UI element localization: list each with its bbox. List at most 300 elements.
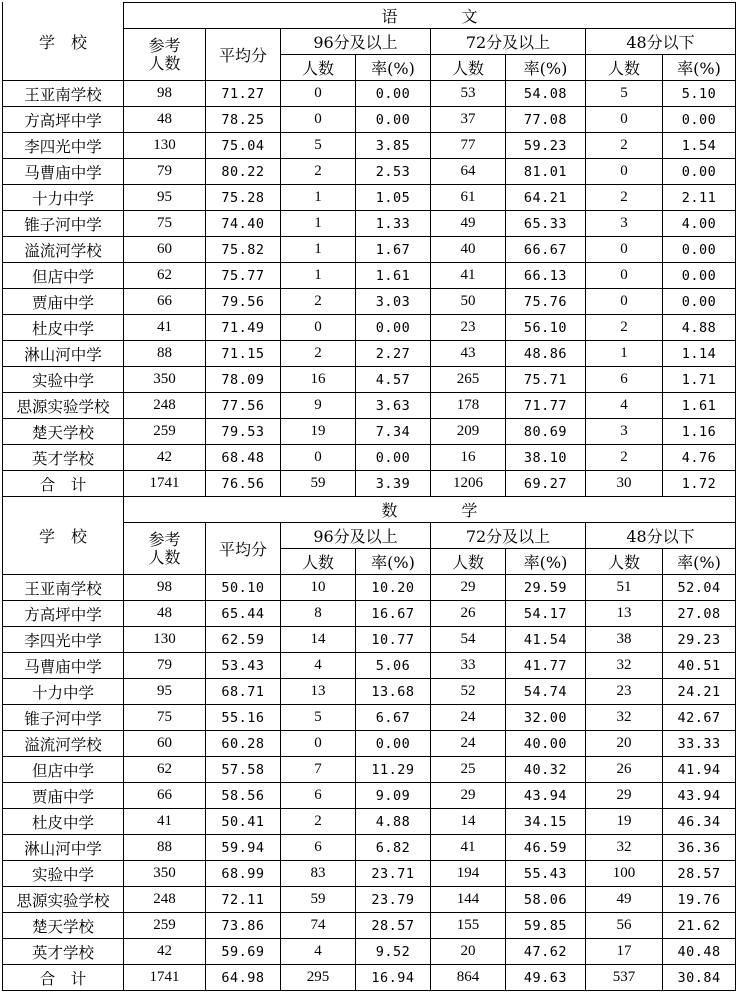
cell-r48: 2.11: [663, 185, 736, 211]
cell-r96: 23.79: [356, 887, 431, 913]
cell-r72: 34.15: [506, 809, 586, 835]
cell-c48: 100: [586, 861, 663, 887]
cell-r96: 1.67: [356, 237, 431, 263]
cell-c48: 537: [586, 965, 663, 991]
cell-c48: 2: [586, 133, 663, 159]
school-name: 楚天学校: [3, 913, 124, 939]
cell-c96: 2: [281, 289, 356, 315]
cell-avg: 75.04: [206, 133, 281, 159]
cell-c96: 13: [281, 679, 356, 705]
table-row: [3, 601, 736, 627]
cell-r48: 1.61: [663, 393, 736, 419]
cell-c96: 10: [281, 575, 356, 601]
cell-c72: 14: [431, 809, 506, 835]
cell-r72: 59.85: [506, 913, 586, 939]
cell-r48: 0.00: [663, 107, 736, 133]
cell-c48: 17: [586, 939, 663, 965]
cell-r72: 69.27: [506, 471, 586, 497]
cell-c72: 20: [431, 939, 506, 965]
cell-c72: 194: [431, 861, 506, 887]
table-row: [3, 81, 736, 107]
cell-r96: 0.00: [356, 107, 431, 133]
cell-r96: 23.71: [356, 861, 431, 887]
cell-r48: 1.14: [663, 341, 736, 367]
school-name: 杜皮中学: [3, 315, 124, 341]
cell-c48: 5: [586, 81, 663, 107]
cell-c72: 25: [431, 757, 506, 783]
cell-c72: 41: [431, 263, 506, 289]
cell-c96: 19: [281, 419, 356, 445]
table-row: [3, 861, 736, 887]
cell-avg: 75.77: [206, 263, 281, 289]
header-row-subject: [3, 3, 736, 29]
cell-c72: 37: [431, 107, 506, 133]
cell-r48: 41.94: [663, 757, 736, 783]
cell-avg: 75.28: [206, 185, 281, 211]
cell-r48: 1.16: [663, 419, 736, 445]
cell-c72: 50: [431, 289, 506, 315]
cell-c96: 0: [281, 731, 356, 757]
cell-avg: 78.25: [206, 107, 281, 133]
cell-n: 259: [124, 913, 206, 939]
table-row: [3, 939, 736, 965]
school-column-header: 学 校: [3, 3, 124, 81]
table-row: [3, 445, 736, 471]
cell-c48: 56: [586, 913, 663, 939]
cell-c96: 1: [281, 263, 356, 289]
cell-r48: 0.00: [663, 159, 736, 185]
cell-c48: 3: [586, 419, 663, 445]
table-row: [3, 705, 736, 731]
cell-c96: 0: [281, 315, 356, 341]
cell-r72: 54.74: [506, 679, 586, 705]
school-name: 思源实验学校: [3, 393, 124, 419]
band-96-header: 96分及以上: [281, 523, 431, 549]
cell-c96: 2: [281, 159, 356, 185]
cell-c72: 77: [431, 133, 506, 159]
table-row: [3, 263, 736, 289]
cell-avg: 78.09: [206, 367, 281, 393]
cell-r48: 5.10: [663, 81, 736, 107]
school-name: 十力中学: [3, 679, 124, 705]
cell-n: 248: [124, 887, 206, 913]
cell-r96: 2.53: [356, 159, 431, 185]
cell-c96: 16: [281, 367, 356, 393]
cell-r72: 48.86: [506, 341, 586, 367]
cell-r96: 10.77: [356, 627, 431, 653]
cell-r48: 1.72: [663, 471, 736, 497]
cell-r72: 77.08: [506, 107, 586, 133]
cell-r48: 40.51: [663, 653, 736, 679]
cell-r48: 0.00: [663, 289, 736, 315]
cell-avg: 79.56: [206, 289, 281, 315]
school-name: 英才学校: [3, 445, 124, 471]
school-name: 锥子河中学: [3, 705, 124, 731]
cell-avg: 71.15: [206, 341, 281, 367]
cell-avg: 76.56: [206, 471, 281, 497]
school-name: 但店中学: [3, 757, 124, 783]
cell-c72: 1206: [431, 471, 506, 497]
cell-c96: 1: [281, 211, 356, 237]
cell-c96: 1: [281, 185, 356, 211]
cell-c48: 19: [586, 809, 663, 835]
cell-r72: 41.77: [506, 653, 586, 679]
cell-r96: 0.00: [356, 315, 431, 341]
cell-c96: 6: [281, 835, 356, 861]
cell-c96: 4: [281, 939, 356, 965]
cell-r72: 58.06: [506, 887, 586, 913]
cell-c72: 33: [431, 653, 506, 679]
school-name: 思源实验学校: [3, 887, 124, 913]
cell-c48: 0: [586, 107, 663, 133]
cell-r96: 7.34: [356, 419, 431, 445]
cell-n: 130: [124, 627, 206, 653]
school-name: 杜皮中学: [3, 809, 124, 835]
participants-header: 参考 人数: [124, 523, 206, 575]
cell-c96: 1: [281, 237, 356, 263]
cell-r72: 66.67: [506, 237, 586, 263]
cell-c72: 864: [431, 965, 506, 991]
cell-n: 42: [124, 445, 206, 471]
cell-r96: 16.94: [356, 965, 431, 991]
cell-c72: 24: [431, 705, 506, 731]
school-name: 李四光中学: [3, 133, 124, 159]
cell-c96: 74: [281, 913, 356, 939]
table-row: [3, 237, 736, 263]
cell-r96: 3.85: [356, 133, 431, 159]
cell-avg: 72.11: [206, 887, 281, 913]
cell-n: 98: [124, 81, 206, 107]
cell-n: 62: [124, 757, 206, 783]
cell-c72: 49: [431, 211, 506, 237]
cell-r96: 6.67: [356, 705, 431, 731]
cell-avg: 74.40: [206, 211, 281, 237]
cell-r72: 49.63: [506, 965, 586, 991]
cell-n: 79: [124, 159, 206, 185]
cell-c72: 53: [431, 81, 506, 107]
school-name: 淋山河中学: [3, 341, 124, 367]
table-row: [3, 731, 736, 757]
cell-n: 350: [124, 367, 206, 393]
score-table: [2, 2, 736, 991]
rate-header-72: 率(%): [506, 55, 586, 81]
cell-r48: 4.76: [663, 445, 736, 471]
count-header-72: 人数: [431, 549, 506, 575]
cell-r96: 0.00: [356, 445, 431, 471]
cell-r48: 29.23: [663, 627, 736, 653]
cell-c96: 295: [281, 965, 356, 991]
cell-n: 88: [124, 341, 206, 367]
cell-r72: 47.62: [506, 939, 586, 965]
cell-r96: 4.88: [356, 809, 431, 835]
cell-r72: 46.59: [506, 835, 586, 861]
cell-n: 66: [124, 783, 206, 809]
cell-avg: 64.98: [206, 965, 281, 991]
cell-avg: 60.28: [206, 731, 281, 757]
cell-r72: 40.00: [506, 731, 586, 757]
cell-c48: 0: [586, 237, 663, 263]
cell-c48: 38: [586, 627, 663, 653]
cell-c72: 265: [431, 367, 506, 393]
cell-avg: 73.86: [206, 913, 281, 939]
cell-avg: 53.43: [206, 653, 281, 679]
table-row: [3, 393, 736, 419]
school-name: 马曹庙中学: [3, 159, 124, 185]
count-header-96: 人数: [281, 55, 356, 81]
cell-c48: 30: [586, 471, 663, 497]
cell-r72: 43.94: [506, 783, 586, 809]
cell-n: 75: [124, 705, 206, 731]
cell-r48: 21.62: [663, 913, 736, 939]
cell-avg: 50.10: [206, 575, 281, 601]
cell-c96: 7: [281, 757, 356, 783]
cell-r72: 55.43: [506, 861, 586, 887]
cell-c48: 1: [586, 341, 663, 367]
cell-n: 1741: [124, 471, 206, 497]
cell-c96: 59: [281, 471, 356, 497]
table-row: [3, 783, 736, 809]
cell-c72: 178: [431, 393, 506, 419]
cell-n: 350: [124, 861, 206, 887]
cell-c96: 5: [281, 133, 356, 159]
header-row-subject: [3, 497, 736, 523]
cell-r72: 65.33: [506, 211, 586, 237]
cell-c72: 61: [431, 185, 506, 211]
subject-title: 语 文: [124, 3, 736, 29]
cell-avg: 50.41: [206, 809, 281, 835]
rate-header-72: 率(%): [506, 549, 586, 575]
rate-header-96: 率(%): [356, 549, 431, 575]
cell-c48: 32: [586, 705, 663, 731]
cell-r96: 1.33: [356, 211, 431, 237]
table-row: [3, 679, 736, 705]
cell-n: 60: [124, 731, 206, 757]
cell-avg: 59.94: [206, 835, 281, 861]
rate-header-96: 率(%): [356, 55, 431, 81]
cell-r48: 1.71: [663, 367, 736, 393]
participants-header: 参考 人数: [124, 29, 206, 81]
school-name: 贾庙中学: [3, 783, 124, 809]
cell-c72: 16: [431, 445, 506, 471]
cell-r72: 75.76: [506, 289, 586, 315]
total-row: [3, 965, 736, 991]
table-row: [3, 757, 736, 783]
cell-r48: 46.34: [663, 809, 736, 835]
cell-r48: 24.21: [663, 679, 736, 705]
cell-r96: 9.52: [356, 939, 431, 965]
table-row: [3, 367, 736, 393]
cell-n: 41: [124, 315, 206, 341]
cell-r48: 36.36: [663, 835, 736, 861]
cell-r48: 30.84: [663, 965, 736, 991]
cell-r72: 56.10: [506, 315, 586, 341]
school-name: 英才学校: [3, 939, 124, 965]
cell-n: 259: [124, 419, 206, 445]
cell-r72: 38.10: [506, 445, 586, 471]
cell-r72: 29.59: [506, 575, 586, 601]
cell-c48: 0: [586, 263, 663, 289]
rate-header-48: 率(%): [663, 549, 736, 575]
subject-title: 数 学: [124, 497, 736, 523]
cell-r96: 5.06: [356, 653, 431, 679]
cell-avg: 80.22: [206, 159, 281, 185]
cell-c72: 209: [431, 419, 506, 445]
school-name: 马曹庙中学: [3, 653, 124, 679]
table-row: [3, 809, 736, 835]
cell-n: 75: [124, 211, 206, 237]
cell-c48: 3: [586, 211, 663, 237]
cell-c48: 32: [586, 653, 663, 679]
cell-r72: 41.54: [506, 627, 586, 653]
cell-r72: 64.21: [506, 185, 586, 211]
cell-c48: 20: [586, 731, 663, 757]
school-name: 合 计: [3, 471, 124, 497]
cell-c48: 49: [586, 887, 663, 913]
average-header: 平均分: [206, 523, 281, 575]
cell-avg: 68.48: [206, 445, 281, 471]
table-row: [3, 653, 736, 679]
table-row: [3, 913, 736, 939]
cell-n: 88: [124, 835, 206, 861]
school-name: 但店中学: [3, 263, 124, 289]
school-name: 方高坪中学: [3, 601, 124, 627]
cell-c48: 4: [586, 393, 663, 419]
cell-avg: 65.44: [206, 601, 281, 627]
table-row: [3, 107, 736, 133]
school-name: 锥子河中学: [3, 211, 124, 237]
cell-c72: 64: [431, 159, 506, 185]
cell-n: 62: [124, 263, 206, 289]
table-row: [3, 341, 736, 367]
cell-avg: 62.59: [206, 627, 281, 653]
cell-r96: 1.05: [356, 185, 431, 211]
cell-r72: 81.01: [506, 159, 586, 185]
school-name: 王亚南学校: [3, 575, 124, 601]
school-name: 淋山河中学: [3, 835, 124, 861]
cell-avg: 68.71: [206, 679, 281, 705]
cell-c96: 4: [281, 653, 356, 679]
cell-r96: 3.03: [356, 289, 431, 315]
cell-n: 95: [124, 185, 206, 211]
school-name: 王亚南学校: [3, 81, 124, 107]
cell-n: 66: [124, 289, 206, 315]
cell-c48: 0: [586, 289, 663, 315]
cell-r48: 40.48: [663, 939, 736, 965]
cell-c96: 5: [281, 705, 356, 731]
cell-n: 95: [124, 679, 206, 705]
cell-c96: 0: [281, 107, 356, 133]
cell-c48: 2: [586, 185, 663, 211]
table-row: [3, 211, 736, 237]
cell-c48: 26: [586, 757, 663, 783]
count-header-48: 人数: [586, 55, 663, 81]
cell-r48: 0.00: [663, 263, 736, 289]
cell-r48: 1.54: [663, 133, 736, 159]
cell-c96: 8: [281, 601, 356, 627]
cell-c96: 2: [281, 809, 356, 835]
table-body: [3, 3, 736, 991]
cell-r96: 0.00: [356, 731, 431, 757]
cell-r96: 11.29: [356, 757, 431, 783]
cell-r96: 10.20: [356, 575, 431, 601]
cell-r48: 4.88: [663, 315, 736, 341]
cell-r96: 4.57: [356, 367, 431, 393]
school-name: 方高坪中学: [3, 107, 124, 133]
cell-avg: 55.16: [206, 705, 281, 731]
cell-r48: 52.04: [663, 575, 736, 601]
cell-c96: 0: [281, 445, 356, 471]
cell-r96: 3.39: [356, 471, 431, 497]
cell-n: 60: [124, 237, 206, 263]
cell-n: 48: [124, 107, 206, 133]
cell-c48: 2: [586, 315, 663, 341]
school-name: 合 计: [3, 965, 124, 991]
total-row: [3, 471, 736, 497]
cell-c96: 83: [281, 861, 356, 887]
cell-c72: 26: [431, 601, 506, 627]
school-name: 李四光中学: [3, 627, 124, 653]
cell-r96: 28.57: [356, 913, 431, 939]
cell-r72: 75.71: [506, 367, 586, 393]
cell-avg: 71.49: [206, 315, 281, 341]
cell-r72: 59.23: [506, 133, 586, 159]
cell-c72: 23: [431, 315, 506, 341]
cell-c72: 40: [431, 237, 506, 263]
cell-r48: 42.67: [663, 705, 736, 731]
cell-c48: 6: [586, 367, 663, 393]
cell-c72: 24: [431, 731, 506, 757]
cell-n: 41: [124, 809, 206, 835]
cell-r48: 19.76: [663, 887, 736, 913]
table-row: [3, 133, 736, 159]
cell-c96: 2: [281, 341, 356, 367]
cell-c72: 155: [431, 913, 506, 939]
band-72-header: 72分及以上: [431, 29, 586, 55]
cell-c48: 2: [586, 445, 663, 471]
cell-c72: 52: [431, 679, 506, 705]
cell-avg: 57.58: [206, 757, 281, 783]
cell-r48: 33.33: [663, 731, 736, 757]
cell-r96: 2.27: [356, 341, 431, 367]
table-row: [3, 835, 736, 861]
band-72-header: 72分及以上: [431, 523, 586, 549]
cell-c48: 23: [586, 679, 663, 705]
cell-c72: 29: [431, 783, 506, 809]
cell-avg: 59.69: [206, 939, 281, 965]
cell-r72: 40.32: [506, 757, 586, 783]
cell-c72: 41: [431, 835, 506, 861]
cell-r96: 9.09: [356, 783, 431, 809]
cell-c48: 51: [586, 575, 663, 601]
cell-r48: 27.08: [663, 601, 736, 627]
cell-r48: 28.57: [663, 861, 736, 887]
cell-r72: 54.08: [506, 81, 586, 107]
cell-avg: 79.53: [206, 419, 281, 445]
cell-n: 79: [124, 653, 206, 679]
cell-r96: 6.82: [356, 835, 431, 861]
average-header: 平均分: [206, 29, 281, 81]
table-row: [3, 159, 736, 185]
count-header-72: 人数: [431, 55, 506, 81]
cell-r72: 71.77: [506, 393, 586, 419]
cell-r48: 0.00: [663, 237, 736, 263]
rate-header-48: 率(%): [663, 55, 736, 81]
cell-c96: 14: [281, 627, 356, 653]
cell-c48: 32: [586, 835, 663, 861]
table-row: [3, 575, 736, 601]
cell-c96: 6: [281, 783, 356, 809]
cell-c48: 29: [586, 783, 663, 809]
